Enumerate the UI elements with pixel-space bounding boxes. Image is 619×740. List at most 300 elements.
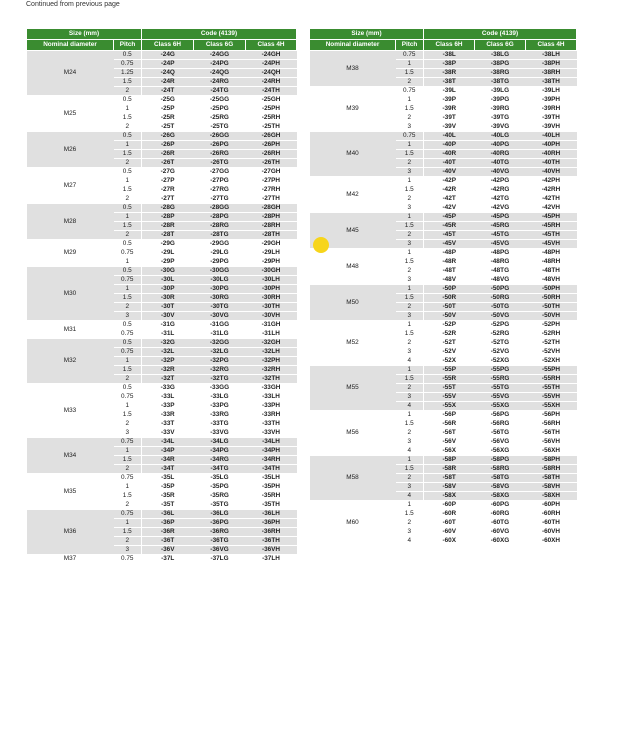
class-6g-code-cell: -36RG — [194, 528, 246, 537]
class-4h-code-cell: -26GH — [246, 132, 297, 141]
class-6g-code-cell: -28GG — [194, 204, 246, 213]
class-6h-code-cell: -25T — [142, 123, 194, 132]
class-6g-code-cell: -56PG — [475, 411, 526, 420]
pitch-cell: 2 — [396, 195, 424, 204]
nominal-diameter-cell: M35 — [27, 474, 114, 510]
pitch-cell: 2 — [114, 501, 142, 510]
class-4h-code-cell: -28PH — [246, 213, 297, 222]
class-6h-code-cell: -60X — [424, 537, 475, 546]
nominal-diameter-cell: M56 — [310, 411, 396, 456]
class-4h-code-cell: -27TH — [246, 195, 297, 204]
class-4h-code-cell: -28TH — [246, 231, 297, 240]
class-6h-code-cell: -39T — [424, 114, 475, 123]
pitch-cell: 2 — [114, 420, 142, 429]
class-6h-code-cell: -28R — [142, 222, 194, 231]
class-4h-code-cell: -27RH — [246, 186, 297, 195]
nominal-diameter-cell: M26 — [27, 132, 114, 168]
pitch-cell: 0.75 — [114, 510, 142, 519]
pitch-cell: 2 — [396, 429, 424, 438]
class-6h-code-cell: -37L — [142, 555, 194, 564]
class-6g-code-cell: -33GG — [194, 384, 246, 393]
class-4h-code-cell: -52TH — [526, 339, 577, 348]
pitch-cell: 1 — [396, 60, 424, 69]
class-6h-code-cell: -38P — [424, 60, 475, 69]
class-6h-code-cell: -33L — [142, 393, 194, 402]
class-4h-code-cell: -33GH — [246, 384, 297, 393]
class-6h-code-cell: -50T — [424, 303, 475, 312]
class-4h-code-cell: -34TH — [246, 465, 297, 474]
pitch-cell: 4 — [396, 537, 424, 546]
class-6g-code-cell: -30RG — [194, 294, 246, 303]
class-4h-code-cell: -52VH — [526, 348, 577, 357]
class-6g-code-cell: -35RG — [194, 492, 246, 501]
nominal-diameter-cell: M38 — [310, 51, 396, 87]
class-6g-code-cell: -32LG — [194, 348, 246, 357]
table-row — [310, 321, 577, 330]
class-6h-code-cell: -25G — [142, 96, 194, 105]
class-4h-code-cell: -48PH — [526, 249, 577, 258]
class-6g-code-cell: -42TG — [475, 195, 526, 204]
pitch-cell: 3 — [396, 204, 424, 213]
pitch-cell: 3 — [114, 546, 142, 555]
class-6g-code-cell: -29PG — [194, 258, 246, 267]
pitch-cell: 1.25 — [114, 69, 142, 78]
class-4h-code-cell: -39LH — [526, 87, 577, 96]
class-4h-code-cell: -29PH — [246, 258, 297, 267]
code-group-header: Code (4139) — [424, 29, 577, 40]
class-6g-code-cell: -35PG — [194, 483, 246, 492]
class-6h-code-cell: -36T — [142, 537, 194, 546]
pitch-cell: 3 — [114, 429, 142, 438]
class-6h-code-cell: -39R — [424, 105, 475, 114]
code-group-header: Code (4139) — [142, 29, 297, 40]
class-6h-code-cell: -24P — [142, 60, 194, 69]
class-4h-code-cell: -30LH — [246, 276, 297, 285]
class-6g-code-cell: -35TG — [194, 501, 246, 510]
class-4h-code-cell: -42PH — [526, 177, 577, 186]
pitch-cell: 1 — [114, 258, 142, 267]
class-6g-code-cell: -24RG — [194, 78, 246, 87]
class-6h-code-cell: -48R — [424, 258, 475, 267]
class-6g-code-cell: -28PG — [194, 213, 246, 222]
class-6g-code-cell: -48RG — [475, 258, 526, 267]
class-4h-code-cell: -29GH — [246, 240, 297, 249]
class-6g-code-cell: -60RG — [475, 510, 526, 519]
class-6g-code-cell: -48PG — [475, 249, 526, 258]
class-6g-code-cell: -60XG — [475, 537, 526, 546]
class-6h-code-cell: -58R — [424, 465, 475, 474]
pitch-cell: 0.75 — [114, 555, 142, 564]
pitch-cell: 2 — [114, 375, 142, 384]
pitch-header: Pitch — [396, 40, 424, 51]
class-6h-code-cell: -58T — [424, 474, 475, 483]
class-6h-code-cell: -34R — [142, 456, 194, 465]
class-6h-code-cell: -35R — [142, 492, 194, 501]
pitch-cell: 1.5 — [396, 465, 424, 474]
pitch-cell: 3 — [396, 312, 424, 321]
table-row — [310, 132, 577, 141]
class-4h-code-cell: -36VH — [246, 546, 297, 555]
class-6h-code-cell: -26T — [142, 159, 194, 168]
pitch-cell: 1 — [396, 96, 424, 105]
pitch-cell: 1 — [396, 411, 424, 420]
pitch-cell: 1 — [396, 141, 424, 150]
table-row — [310, 213, 577, 222]
class-6g-code-cell: -33TG — [194, 420, 246, 429]
class-4h-code-cell: -24GH — [246, 51, 297, 60]
pitch-cell: 1 — [396, 285, 424, 294]
class-6g-code-cell: -34RG — [194, 456, 246, 465]
class-4h-code-cell: -40PH — [526, 141, 577, 150]
class-4h-code-cell: -50VH — [526, 312, 577, 321]
pitch-cell: 1.5 — [396, 222, 424, 231]
class-6h-code-cell: -32P — [142, 357, 194, 366]
class-6h-code-cell: -58X — [424, 492, 475, 501]
class-4h-code-cell: -52PH — [526, 321, 577, 330]
class-6g-code-cell: -58PG — [475, 456, 526, 465]
class-4h-code-cell: -38TH — [526, 78, 577, 87]
class-6g-code-cell: -32PG — [194, 357, 246, 366]
class-4h-code-cell: -36LH — [246, 510, 297, 519]
class-6h-code-cell: -24Q — [142, 69, 194, 78]
class-6g-code-cell: -60VG — [475, 528, 526, 537]
class-4h-code-cell: -35PH — [246, 483, 297, 492]
class-6h-code-cell: -56P — [424, 411, 475, 420]
pitch-cell: 0.75 — [114, 393, 142, 402]
class-6g-code-cell: -26GG — [194, 132, 246, 141]
class-6g-code-cell: -45RG — [475, 222, 526, 231]
nominal-diameter-cell: M32 — [27, 339, 114, 384]
nominal-diameter-cell: M58 — [310, 456, 396, 501]
class-4h-code-cell: -31LH — [246, 330, 297, 339]
class-4h-code-cell: -25RH — [246, 114, 297, 123]
class-4h-code-cell: -33TH — [246, 420, 297, 429]
nominal-diameter-cell: M34 — [27, 438, 114, 474]
class-6g-code-cell: -55PG — [475, 366, 526, 375]
class-6h-header: Class 6H — [424, 40, 475, 51]
class-6g-code-cell: -45PG — [475, 213, 526, 222]
class-4h-code-cell: -40TH — [526, 159, 577, 168]
class-4h-code-cell: -25TH — [246, 123, 297, 132]
class-6h-code-cell: -40T — [424, 159, 475, 168]
class-6g-code-cell: -52RG — [475, 330, 526, 339]
class-6h-code-cell: -39V — [424, 123, 475, 132]
class-6h-code-cell: -34P — [142, 447, 194, 456]
class-6h-code-cell: -45P — [424, 213, 475, 222]
class-6g-code-cell: -30GG — [194, 267, 246, 276]
pitch-cell: 0.5 — [114, 321, 142, 330]
pitch-cell: 0.5 — [114, 339, 142, 348]
class-4h-code-cell: -48VH — [526, 276, 577, 285]
class-4h-code-cell: -25GH — [246, 96, 297, 105]
class-6g-code-cell: -39LG — [475, 87, 526, 96]
class-6h-code-cell: -32R — [142, 366, 194, 375]
class-4h-code-cell: -34LH — [246, 438, 297, 447]
table-row — [27, 321, 297, 330]
class-4h-code-cell: -28GH — [246, 204, 297, 213]
class-6h-code-cell: -56V — [424, 438, 475, 447]
pitch-cell: 1 — [396, 177, 424, 186]
class-6h-code-cell: -25R — [142, 114, 194, 123]
class-4h-code-cell: -55TH — [526, 384, 577, 393]
pitch-cell: 2 — [396, 267, 424, 276]
class-6g-code-cell: -45VG — [475, 240, 526, 249]
class-6g-code-cell: -52PG — [475, 321, 526, 330]
class-4h-code-cell: -39TH — [526, 114, 577, 123]
class-4h-code-cell: -60TH — [526, 519, 577, 528]
class-6g-code-cell: -25PG — [194, 105, 246, 114]
class-4h-code-cell: -30PH — [246, 285, 297, 294]
pitch-cell: 4 — [396, 402, 424, 411]
class-6h-code-cell: -32T — [142, 375, 194, 384]
class-6h-code-cell: -40V — [424, 168, 475, 177]
class-6h-code-cell: -55V — [424, 393, 475, 402]
class-6h-code-cell: -55P — [424, 366, 475, 375]
class-6g-code-cell: -24GG — [194, 51, 246, 60]
class-4h-code-cell: -60PH — [526, 501, 577, 510]
class-6h-code-cell: -38L — [424, 51, 475, 60]
pitch-cell: 2 — [114, 195, 142, 204]
nominal-diameter-cell: M29 — [27, 240, 114, 267]
class-6h-code-cell: -55T — [424, 384, 475, 393]
class-6g-code-cell: -55RG — [475, 375, 526, 384]
class-6g-code-cell: -32GG — [194, 339, 246, 348]
pitch-cell: 1.5 — [396, 186, 424, 195]
class-4h-code-cell: -55XH — [526, 402, 577, 411]
pitch-cell: 2 — [114, 231, 142, 240]
class-4h-code-cell: -33VH — [246, 429, 297, 438]
pitch-cell: 1 — [114, 402, 142, 411]
class-6g-code-cell: -42PG — [475, 177, 526, 186]
pitch-cell: 1.5 — [114, 411, 142, 420]
class-6g-code-cell: -32TG — [194, 375, 246, 384]
class-6h-code-cell: -26R — [142, 150, 194, 159]
class-4h-code-cell: -56TH — [526, 429, 577, 438]
class-6g-code-cell: -40VG — [475, 168, 526, 177]
nominal-diameter-cell: M28 — [27, 204, 114, 240]
pitch-cell: 1.5 — [396, 294, 424, 303]
nominal-diameter-cell: M60 — [310, 501, 396, 546]
class-6h-code-cell: -27G — [142, 168, 194, 177]
class-6h-code-cell: -50V — [424, 312, 475, 321]
pitch-cell: 0.5 — [114, 132, 142, 141]
continued-note: Continued from previous page — [26, 1, 120, 8]
class-6h-code-cell: -42V — [424, 204, 475, 213]
class-6h-code-cell: -28G — [142, 204, 194, 213]
highlight-dot-icon — [313, 237, 329, 253]
nominal-diameter-cell: M39 — [310, 87, 396, 132]
pitch-cell: 1 — [114, 177, 142, 186]
class-6g-code-cell: -33RG — [194, 411, 246, 420]
pitch-cell: 1.5 — [396, 105, 424, 114]
class-6h-code-cell: -27P — [142, 177, 194, 186]
class-6g-code-cell: -27GG — [194, 168, 246, 177]
class-4h-code-cell: -34PH — [246, 447, 297, 456]
class-6g-code-cell: -58RG — [475, 465, 526, 474]
class-6h-code-cell: -45V — [424, 240, 475, 249]
class-4h-code-cell: -38PH — [526, 60, 577, 69]
table-row — [27, 204, 297, 213]
pitch-cell: 3 — [396, 240, 424, 249]
class-6g-code-cell: -31LG — [194, 330, 246, 339]
class-4h-code-cell: -56XH — [526, 447, 577, 456]
class-4h-code-cell: -34RH — [246, 456, 297, 465]
pitch-cell: 2 — [396, 159, 424, 168]
class-6h-code-cell: -31G — [142, 321, 194, 330]
pitch-cell: 1 — [114, 357, 142, 366]
class-6h-code-cell: -36V — [142, 546, 194, 555]
class-6g-code-cell: -52VG — [475, 348, 526, 357]
nominal-diameter-cell: M52 — [310, 321, 396, 366]
class-4h-code-cell: -40LH — [526, 132, 577, 141]
pitch-cell: 3 — [396, 276, 424, 285]
class-6g-code-cell: -26TG — [194, 159, 246, 168]
pitch-cell: 0.75 — [114, 474, 142, 483]
class-6h-code-cell: -48V — [424, 276, 475, 285]
class-6h-code-cell: -33T — [142, 420, 194, 429]
class-6g-code-cell: -27TG — [194, 195, 246, 204]
class-6h-code-cell: -29P — [142, 258, 194, 267]
class-6g-header: Class 6G — [475, 40, 526, 51]
class-4h-code-cell: -55VH — [526, 393, 577, 402]
pitch-cell: 3 — [396, 348, 424, 357]
class-4h-code-cell: -32TH — [246, 375, 297, 384]
class-4h-code-cell: -60VH — [526, 528, 577, 537]
pitch-cell: 0.75 — [114, 348, 142, 357]
class-6h-code-cell: -56X — [424, 447, 475, 456]
class-6h-code-cell: -52R — [424, 330, 475, 339]
pitch-cell: 1.5 — [396, 258, 424, 267]
class-6h-code-cell: -28T — [142, 231, 194, 240]
nominal-diameter-cell: M30 — [27, 267, 114, 321]
class-6h-code-cell: -60P — [424, 501, 475, 510]
table-body — [27, 51, 297, 564]
class-6g-code-cell: -42RG — [475, 186, 526, 195]
class-6g-code-cell: -31GG — [194, 321, 246, 330]
pitch-cell: 2 — [114, 87, 142, 96]
class-6h-code-cell: -32L — [142, 348, 194, 357]
class-4h-code-cell: -50PH — [526, 285, 577, 294]
class-4h-code-cell: -45RH — [526, 222, 577, 231]
class-6h-code-cell: -35L — [142, 474, 194, 483]
class-4h-code-cell: -40VH — [526, 168, 577, 177]
class-6h-code-cell: -48P — [424, 249, 475, 258]
class-4h-code-cell: -58VH — [526, 483, 577, 492]
class-6h-code-cell: -55X — [424, 402, 475, 411]
class-6g-code-cell: -34TG — [194, 465, 246, 474]
pitch-cell: 1 — [114, 105, 142, 114]
pitch-cell: 1.5 — [396, 150, 424, 159]
class-4h-code-cell: -56RH — [526, 420, 577, 429]
class-6g-code-cell: -39RG — [475, 105, 526, 114]
pitch-cell: 1.5 — [114, 492, 142, 501]
table-body — [310, 51, 577, 546]
class-4h-code-cell: -30TH — [246, 303, 297, 312]
class-6h-code-cell: -26P — [142, 141, 194, 150]
pitch-cell: 1.5 — [114, 186, 142, 195]
class-6h-code-cell: -31L — [142, 330, 194, 339]
class-4h-code-cell: -35LH — [246, 474, 297, 483]
pitch-cell: 2 — [396, 339, 424, 348]
class-6h-code-cell: -40R — [424, 150, 475, 159]
class-6h-code-cell: -36R — [142, 528, 194, 537]
class-6g-code-cell: -39VG — [475, 123, 526, 132]
class-6h-code-cell: -32G — [142, 339, 194, 348]
class-6h-code-cell: -50P — [424, 285, 475, 294]
class-6h-code-cell: -33R — [142, 411, 194, 420]
class-6h-code-cell: -24T — [142, 87, 194, 96]
pitch-cell: 0.5 — [114, 204, 142, 213]
class-6g-header: Class 6G — [194, 40, 246, 51]
class-6g-code-cell: -36PG — [194, 519, 246, 528]
pitch-cell: 1 — [114, 483, 142, 492]
class-6h-code-cell: -60R — [424, 510, 475, 519]
table-row — [27, 240, 297, 249]
class-6g-code-cell: -50RG — [475, 294, 526, 303]
class-6g-code-cell: -30PG — [194, 285, 246, 294]
class-4h-code-cell: -42RH — [526, 186, 577, 195]
class-6g-code-cell: -35LG — [194, 474, 246, 483]
table-row — [310, 501, 577, 510]
class-6h-code-cell: -36L — [142, 510, 194, 519]
class-4h-code-cell: -50TH — [526, 303, 577, 312]
class-6h-code-cell: -56T — [424, 429, 475, 438]
class-6g-code-cell: -27RG — [194, 186, 246, 195]
class-6h-code-cell: -39P — [424, 96, 475, 105]
class-6h-code-cell: -24G — [142, 51, 194, 60]
class-6g-code-cell: -38PG — [475, 60, 526, 69]
pitch-cell: 4 — [396, 492, 424, 501]
table-row — [310, 285, 577, 294]
pitch-cell: 1.5 — [396, 330, 424, 339]
class-6g-code-cell: -40RG — [475, 150, 526, 159]
class-6g-code-cell: -24QG — [194, 69, 246, 78]
pitch-cell: 2 — [396, 303, 424, 312]
table-row — [27, 267, 297, 276]
table-row — [310, 456, 577, 465]
pitch-cell: 3 — [114, 312, 142, 321]
class-6h-code-cell: -58P — [424, 456, 475, 465]
class-6g-code-cell: -24TG — [194, 87, 246, 96]
pitch-cell: 2 — [114, 537, 142, 546]
class-4h-code-cell: -38LH — [526, 51, 577, 60]
class-6g-code-cell: -56VG — [475, 438, 526, 447]
pitch-cell: 4 — [396, 357, 424, 366]
class-4h-code-cell: -30VH — [246, 312, 297, 321]
class-6g-code-cell: -29GG — [194, 240, 246, 249]
nominal-diameter-cell: M24 — [27, 51, 114, 96]
class-4h-code-cell: -29LH — [246, 249, 297, 258]
class-6h-code-cell: -30R — [142, 294, 194, 303]
pitch-cell: 1 — [114, 285, 142, 294]
class-4h-code-cell: -50RH — [526, 294, 577, 303]
class-6h-code-cell: -40P — [424, 141, 475, 150]
class-6g-code-cell: -32RG — [194, 366, 246, 375]
class-6g-code-cell: -37LG — [194, 555, 246, 564]
pitch-cell: 2 — [396, 474, 424, 483]
class-6g-code-cell: -30TG — [194, 303, 246, 312]
pitch-cell: 0.75 — [114, 60, 142, 69]
class-4h-code-cell: -33PH — [246, 402, 297, 411]
pitch-cell: 4 — [396, 447, 424, 456]
nominal-diameter-cell: M31 — [27, 321, 114, 339]
class-4h-code-cell: -48RH — [526, 258, 577, 267]
pitch-cell: 1 — [114, 519, 142, 528]
pitch-cell: 2 — [396, 114, 424, 123]
class-6h-code-cell: -50R — [424, 294, 475, 303]
pitch-cell: 0.5 — [114, 267, 142, 276]
class-4h-code-cell: -52RH — [526, 330, 577, 339]
